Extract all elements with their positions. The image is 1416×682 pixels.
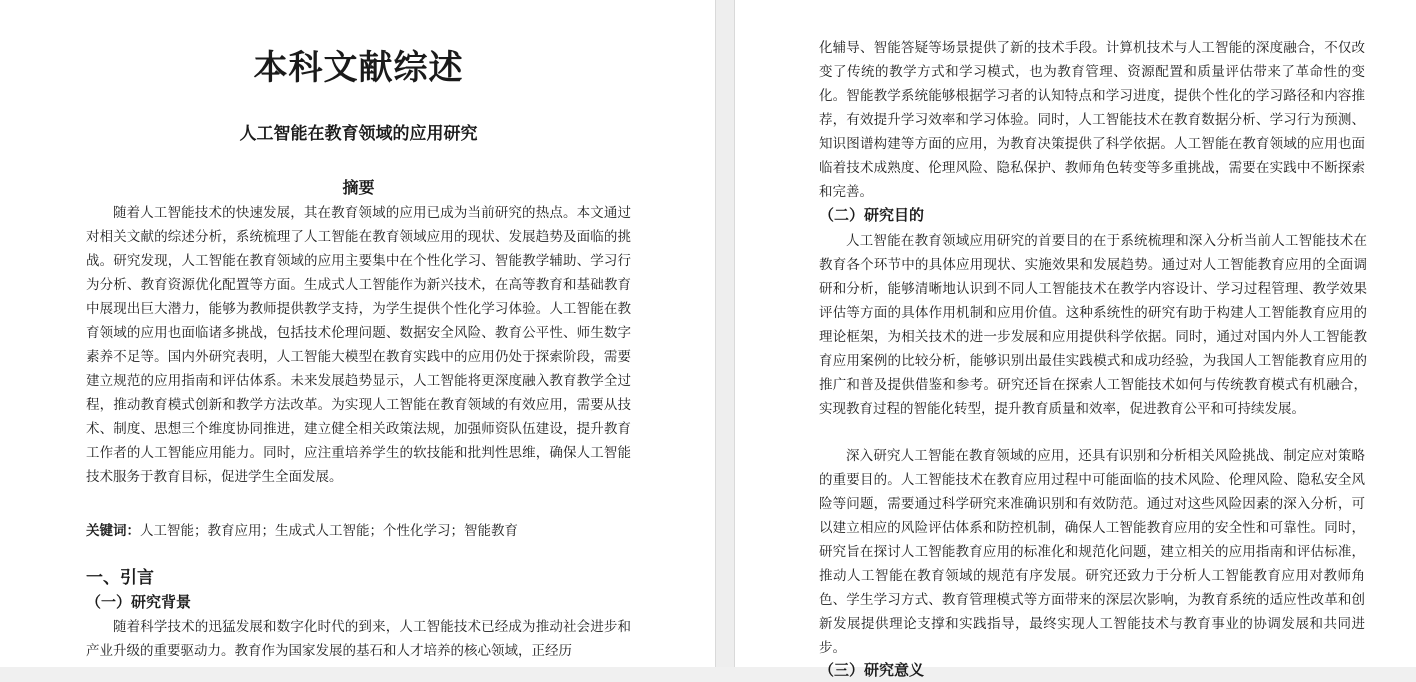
keywords-text: 人工智能；教育应用；生成式人工智能；个性化学习；智能教育 <box>140 523 518 539</box>
purpose-paragraph-1: 人工智能在教育领域应用研究的首要目的在于系统梳理和深入分析当前人工智能技术在教育各个环节中的具体应用现状、实施效果和发展趋势。通过对人工智能教育应用的全面调研和分析，能够清晰地认识到不同人工智能技术在教学内容设计、学习过程管理、教学效果评估等方面的具体作用机制和应用价值。这种系统性的研究有助于构建人工智能教育应用的理论框架，为相关技术的进一步发展和应用提供科学依据。同时，通过对国内外人工智能教育应用案例的比较分析，能够识别出最佳实践模式和成功经验，为我国人工智能教育应用的推广和普及提供借鉴和参考。研究还旨在探索人工智能技术如何与传统教育模式有机融合，实现教育过程的智能化转型，提升教育质量和效率，促进教育公平和可持续发展。 <box>819 233 1367 417</box>
document-page-left <box>0 0 716 667</box>
background-text: 随着科学技术的迅猛发展和数字化时代的到来，人工智能技术已经成为推动社会进步和产业升级的重要驱动力。教育作为国家发展的基石和人才培养的核心领域，正经历 <box>86 619 631 659</box>
section-heading-introduction: 一、引言 <box>86 568 154 588</box>
abstract-text: 随着人工智能技术的快速发展，其在教育领域的应用已成为当前研究的热点。本文通过对相关文献的综述分析，系统梳理了人工智能在教育领域应用的现状、发展趋势及面临的挑战。研究发现，人工智能在教育领域的应用主要集中在个性化学习、智能教学辅助、学习行为分析、教育资源优化配置等方面。生成式人工智能作为新兴技术，在高等教育和基础教育中展现出巨大潜力，能够为教师提供教学支持，为学生提供个性化学习体验。人工智能在教育领域的应用也面临诸多挑战，包括技术伦理问题、数据安全风险、教育公平性、师生数字素养不足等。国内外研究表明，人工智能大模型在教育实践中的应用仍处于探索阶段，需要建立规范的应用指南和评估体系。未来发展趋势显示，人工智能将更深度融入教育教学全过程，推动教育模式创新和教学方法改革。为实现人工智能在教育领域的有效应用，需要从技术、制度、思想三个维度协同推进，建立健全相关政策法规，加强师资队伍建设，提升教育工作者的人工智能应用能力。同时，应注重培养学生的软技能和批判性思维，确保人工智能技术服务于教育目标，促进学生全面发展。 <box>86 205 631 485</box>
subsection-heading-purpose: （二）研究目的 <box>819 206 925 224</box>
keywords-label: 关键词： <box>86 523 140 539</box>
document-page-right <box>734 0 1416 679</box>
background-text-continued: 化辅导、智能答疑等场景提供了新的技术手段。计算机技术与人工智能的深度融合，不仅改变了传统的教学方式和学习模式，也为教育管理、资源配置和质量评估带来了革命性的变化。智能教学系统能够根据学习者的认知特点和学习进度，提供个性化的学习路径和内容推荐，有效提升学习效率和学习体验。同时，人工智能技术在教育数据分析、学习行为预测、知识图谱构建等方面的应用，为教育决策提供了科学依据。人工智能在教育领域的应用也面临着技术成熟度、伦理风险、隐私保护、教师角色转变等多重挑战，需要在实践中不断探索和完善。 <box>819 40 1365 200</box>
keywords-line <box>86 519 631 543</box>
abstract-heading: 摘要 <box>342 178 375 197</box>
subsection-heading-significance: （三）研究意义 <box>819 661 925 679</box>
subsection-heading-background: （一）研究背景 <box>86 593 192 611</box>
document-title: 本科文献综述 <box>253 48 464 88</box>
page-gap <box>716 0 734 667</box>
purpose-paragraph-2: 深入研究人工智能在教育领域的应用，还具有识别和分析相关风险挑战、制定应对策略的重要目的。人工智能技术在教育应用过程中可能面临的技术风险、伦理风险、隐私安全风险等问题，需要通过科学研究来准确识别和有效防范。通过对这些风险因素的深入分析，可以建立相应的风险评估体系和防控机制，确保人工智能教育应用的安全性和可靠性。同时，研究旨在探讨人工智能教育应用的标准化和规范化问题，建立相关的应用指南和评估标准，推动人工智能在教育领域的规范有序发展。研究还致力于分析人工智能教育应用对教师角色、学生学习方式、教育管理模式等方面带来的深层次影响，为教育系统的适应性改革和创新发展提供理论支撑和实践指导，最终实现人工智能技术与教育事业的协调发展和共同进步。 <box>819 448 1365 656</box>
document-subtitle: 人工智能在教育领域的应用研究 <box>239 124 478 144</box>
